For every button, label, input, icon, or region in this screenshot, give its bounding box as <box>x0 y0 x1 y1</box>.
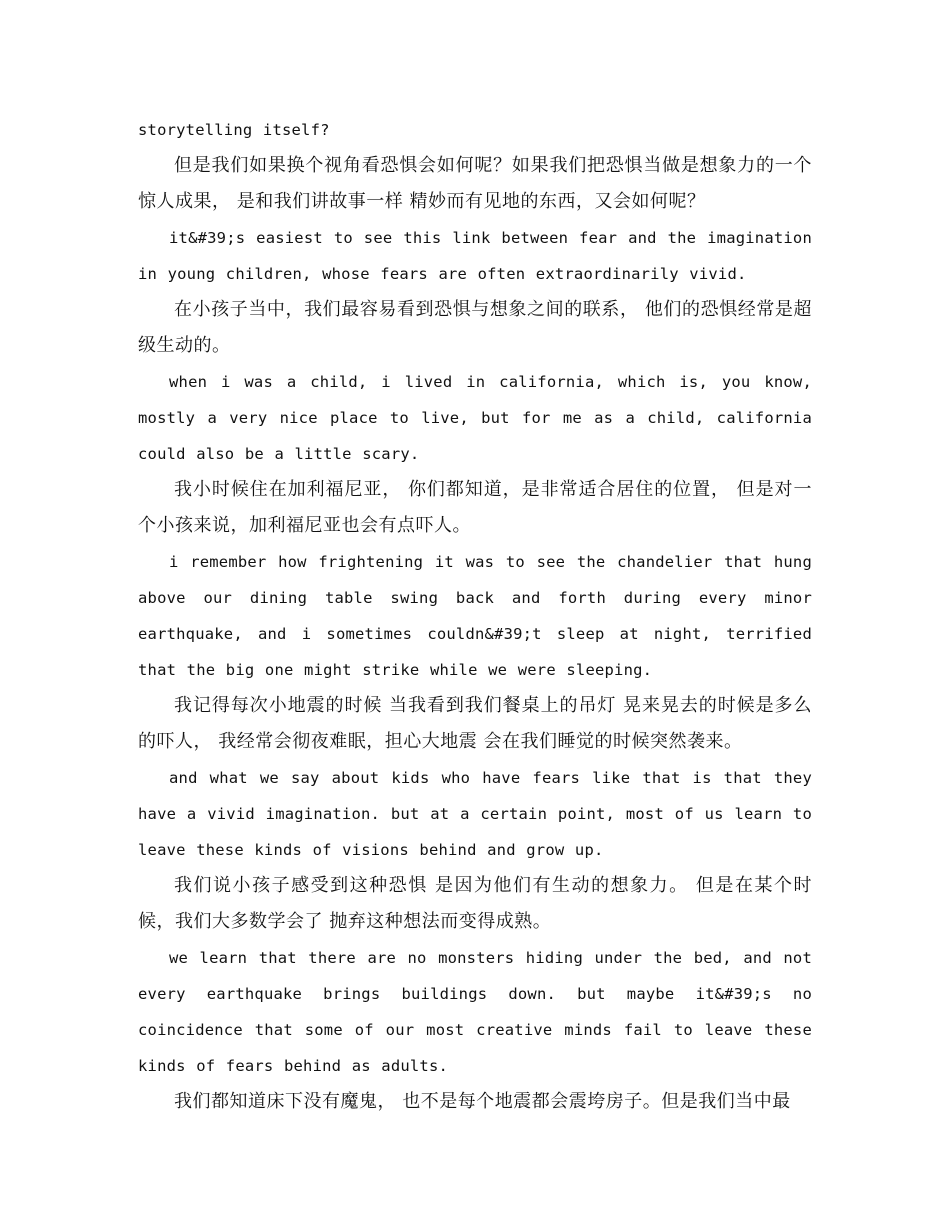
paragraph-en-4: i remember how frightening it was to see the chandelier that hung above our dining table swing back and forth during every minor earthquake, and i sometimes couldn&#39;t sleep at night, terrified that the big one might strike while we were sleeping. <box>138 553 812 679</box>
paragraph-en-5: and what we say about kids who have fears like that is that they have a vivid imagination. but at a certain point, most of us learn to leave these kinds of visions behind and grow up. <box>138 769 812 859</box>
paragraph-en-2: it&#39;s easiest to see this link between fear and the imagination in young children, whose fears are often extraordinarily vivid. <box>138 229 812 283</box>
paragraph-zh-6: 我们都知道床下没有魔鬼， 也不是每个地震都会震垮房子。但是我们当中最 <box>174 1091 791 1112</box>
paragraph-en-3: when i was a child, i lived in california, which is, you know, mostly a very nice place to live, but for me as a child, california could also be a little scary. <box>138 373 812 463</box>
paragraph-en-6: we learn that there are no monsters hiding under the bed, and not every earthquake brings buildings down. but maybe it&#39;s no coincidence that some of our most creative minds fail to leave these kinds of fears behind as adults. <box>138 949 812 1075</box>
document-page <box>138 112 812 1120</box>
paragraph-zh-3: 我小时候住在加利福尼亚， 你们都知道，是非常适合居住的位置， 但是对一个小孩来说，加利福尼亚也会有点吓人。 <box>138 479 812 536</box>
paragraph-zh-2: 在小孩子当中，我们最容易看到恐惧与想象之间的联系， 他们的恐惧经常是超级生动的。 <box>138 299 812 356</box>
paragraph-zh-4: 我记得每次小地震的时候 当我看到我们餐桌上的吊灯 晃来晃去的时候是多么的吓人， 我经常会彻夜难眠，担心大地震 会在我们睡觉的时候突然袭来。 <box>138 695 812 752</box>
paragraph-zh-1: 但是我们如果换个视角看恐惧会如何呢？如果我们把恐惧当做是想象力的一个惊人成果， 是和我们讲故事一样 精妙而有见地的东西，又会如何呢？ <box>138 155 812 212</box>
paragraph-zh-5: 我们说小孩子感受到这种恐惧 是因为他们有生动的想象力。 但是在某个时候，我们大多数学会了 抛弃这种想法而变得成熟。 <box>138 875 812 932</box>
paragraph-en-1: storytelling itself? <box>138 121 330 139</box>
